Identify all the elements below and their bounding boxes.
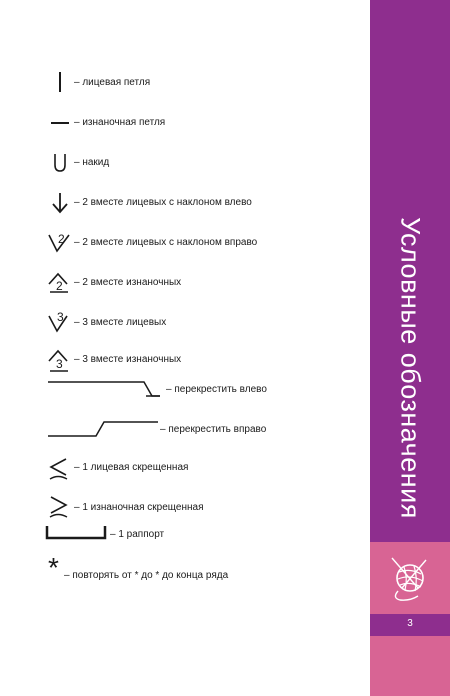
legend-label: – 1 изнаночная скрещенная xyxy=(74,502,204,513)
legend-item-k2tog-right xyxy=(0,230,360,260)
page-number: 3 xyxy=(407,618,413,629)
sidebar xyxy=(370,0,450,696)
knit-twisted-icon xyxy=(46,456,72,484)
stitch-count: 2 xyxy=(56,279,63,293)
knit-stitch-icon xyxy=(52,70,68,94)
yarn-ball-icon xyxy=(388,554,432,604)
k2tog-left-icon xyxy=(49,190,71,216)
section-title: Условные обозначения xyxy=(395,217,426,519)
legend-label: – 2 вместе лицевых с наклоном влево xyxy=(74,197,252,208)
legend-item-cross-left xyxy=(0,378,360,408)
repeat-bracket-icon xyxy=(44,524,110,542)
legend-item-k3tog xyxy=(0,310,360,340)
purl-twisted-icon xyxy=(46,494,72,522)
legend-item-asterisk xyxy=(0,552,360,586)
purl-stitch-icon xyxy=(48,110,72,134)
asterisk-icon: * xyxy=(48,552,59,583)
stitch-count: 3 xyxy=(56,357,63,371)
legend-item-yarn-over xyxy=(0,150,360,180)
legend-item-purl xyxy=(0,110,360,140)
cross-right-icon xyxy=(46,418,162,440)
legend-item-p2tog xyxy=(0,270,360,300)
sidebar-bottom-panel xyxy=(370,636,450,696)
legend-label: – 1 лицевая скрещенная xyxy=(74,462,189,473)
legend-item-p3tog xyxy=(0,349,360,379)
legend-item-repeat xyxy=(0,524,360,554)
legend-label: – перекрестить влево xyxy=(166,384,267,395)
legend-item-cross-right xyxy=(0,418,360,448)
legend-item-knit xyxy=(0,70,360,100)
legend-item-purl-twisted xyxy=(0,494,360,524)
legend-label: – лицевая петля xyxy=(74,77,151,88)
legend-item-k2tog-left xyxy=(0,190,360,220)
legend-label: – 3 вместе лицевых xyxy=(74,317,167,328)
legend-label: – 2 вместе изнаночных xyxy=(74,277,182,288)
legend-label: – изнаночная петля xyxy=(74,117,166,128)
stitch-count: 3 xyxy=(57,310,64,324)
yarn-over-icon xyxy=(50,150,70,174)
legend-label: – накид xyxy=(74,157,110,168)
legend-label: – перекрестить вправо xyxy=(160,424,267,435)
stitch-count: 2 xyxy=(58,232,65,246)
legend-label: – 1 раппорт xyxy=(110,529,165,540)
legend-label: – 2 вместе лицевых с наклоном вправо xyxy=(74,237,258,248)
cross-left-icon xyxy=(46,378,162,400)
legend-label: – повторять от * до * до конца ряда xyxy=(64,570,229,581)
legend-label: – 3 вместе изнаночных xyxy=(74,354,182,365)
legend-item-knit-twisted xyxy=(0,456,360,486)
